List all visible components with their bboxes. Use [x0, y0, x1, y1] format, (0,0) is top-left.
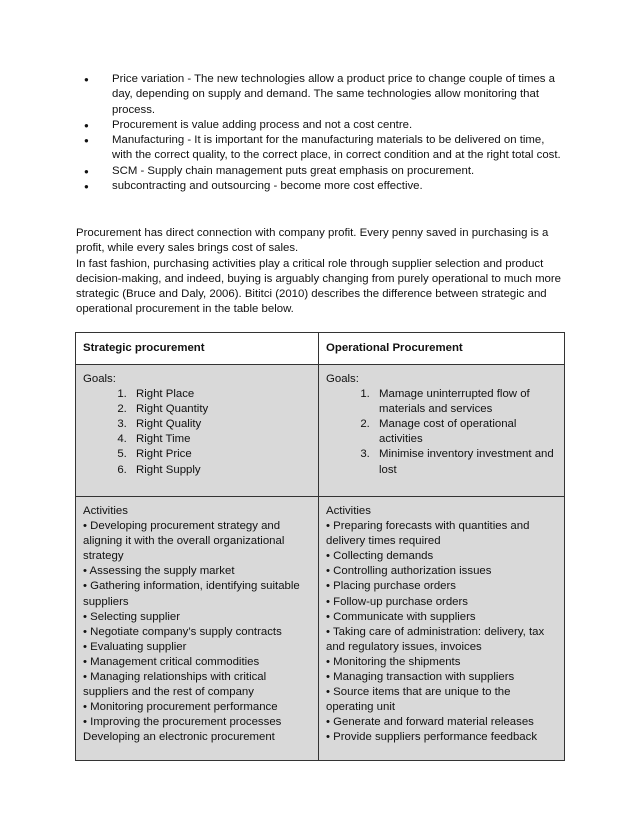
list-item: • Preparing forecasts with quantities and delivery times required	[326, 520, 530, 548]
list-item: • Negotiate company’s supply contracts	[83, 625, 282, 638]
list-item: • Evaluating supplier	[83, 640, 187, 653]
list-item: • Controlling authorization issues	[326, 565, 492, 578]
strategic-activities-cell	[76, 497, 319, 761]
list-item: • Managing relationships with critical suppliers and the rest of company	[83, 671, 267, 699]
bullet-item: ● SCM - Supply chain management puts great emphasis on procurement.	[76, 164, 566, 179]
goals-label: Goals:	[326, 373, 359, 385]
list-item: • Improving the procurement processes	[83, 716, 282, 729]
list-item: • Follow-up purchase orders	[326, 595, 469, 608]
list-item: 4. Right Time	[130, 432, 311, 447]
body-text	[76, 226, 568, 318]
list-item: • Communicate with suppliers	[326, 610, 476, 623]
goals-row	[76, 365, 565, 497]
activities-label: Activities	[83, 505, 128, 517]
bullet-item: ● Manufacturing - It is important for the manufacturing materials to be delivered on time, with the correct quality, to the correct place, in correct condition and at the right total cost.	[76, 133, 566, 164]
list-item: Developing an electronic procurement	[83, 731, 275, 744]
list-item: • Managing transaction with suppliers	[326, 671, 515, 684]
list-item: • Generate and forward material releases	[326, 716, 534, 729]
list-item: 3. Right Quality	[130, 417, 311, 432]
list-item: • Placing purchase orders	[326, 580, 456, 593]
list-item: • Taking care of administration: delivery, tax and regulatory issues, invoices	[326, 625, 545, 653]
bullet-list	[76, 72, 566, 194]
table-header-row	[76, 333, 565, 365]
operational-goals-cell	[319, 365, 565, 497]
list-item: 1. Right Place	[130, 387, 311, 402]
strategic-goals-cell	[76, 365, 319, 497]
activities-label: Activities	[326, 505, 371, 517]
bullet-item: ● subcontracting and outsourcing - become more cost effective.	[76, 179, 566, 194]
bullet-item: ● Procurement is value adding process and not a cost centre.	[76, 118, 566, 133]
list-item: • Gathering information, identifying suitable suppliers	[83, 580, 300, 608]
list-item: 6. Right Supply	[130, 463, 311, 478]
goals-label: Goals:	[83, 373, 116, 385]
list-item: 3. Minimise inventory investment and lost	[373, 447, 557, 477]
list-item: 2. Right Quantity	[130, 402, 311, 417]
operational-goals-list	[326, 387, 557, 478]
operational-activities-cell	[319, 497, 565, 761]
list-item: • Source items that are unique to the operating unit	[326, 686, 511, 714]
paragraph: Procurement has direct connection with company profit. Every penny saved in purchasing is a profit, while every sales brings cost of sales.	[76, 227, 549, 255]
list-item: 1. Mamage uninterrupted flow of materials and services	[373, 387, 557, 417]
paragraph: In fast fashion, purchasing activities play a critical role through supplier selection and product decision-making, and indeed, buying is arguably changing from purely operational to much more strategic (Bruce and Daly, 2006). Bititci (2010) describes the difference between strategic and operational procurement in the table below.	[76, 257, 562, 316]
activities-row	[76, 497, 565, 761]
header-strategic: Strategic procurement	[76, 333, 319, 365]
list-item: • Developing procurement strategy and aligning it with the overall organizational strategy	[83, 520, 285, 563]
procurement-comparison-table	[75, 332, 565, 761]
list-item: • Monitoring the shipments	[326, 655, 461, 668]
strategic-goals-list	[83, 387, 311, 478]
list-item: 5. Right Price	[130, 447, 311, 462]
list-item: • Assessing the supply market	[83, 565, 235, 578]
list-item: 2. Manage cost of operational activities	[373, 417, 557, 447]
bullet-item: ● Price variation - The new technologies allow a product price to change couple of times a day, depending on supply and demand. The same technologies allow monitoring that process.	[76, 72, 566, 118]
list-item: • Management critical commodities	[83, 655, 260, 668]
header-operational: Operational Procurement	[319, 333, 565, 365]
list-item: • Selecting supplier	[83, 610, 181, 623]
list-item: • Collecting demands	[326, 550, 434, 563]
list-item: • Monitoring procurement performance	[83, 701, 278, 714]
list-item: • Provide suppliers performance feedback	[326, 731, 538, 744]
